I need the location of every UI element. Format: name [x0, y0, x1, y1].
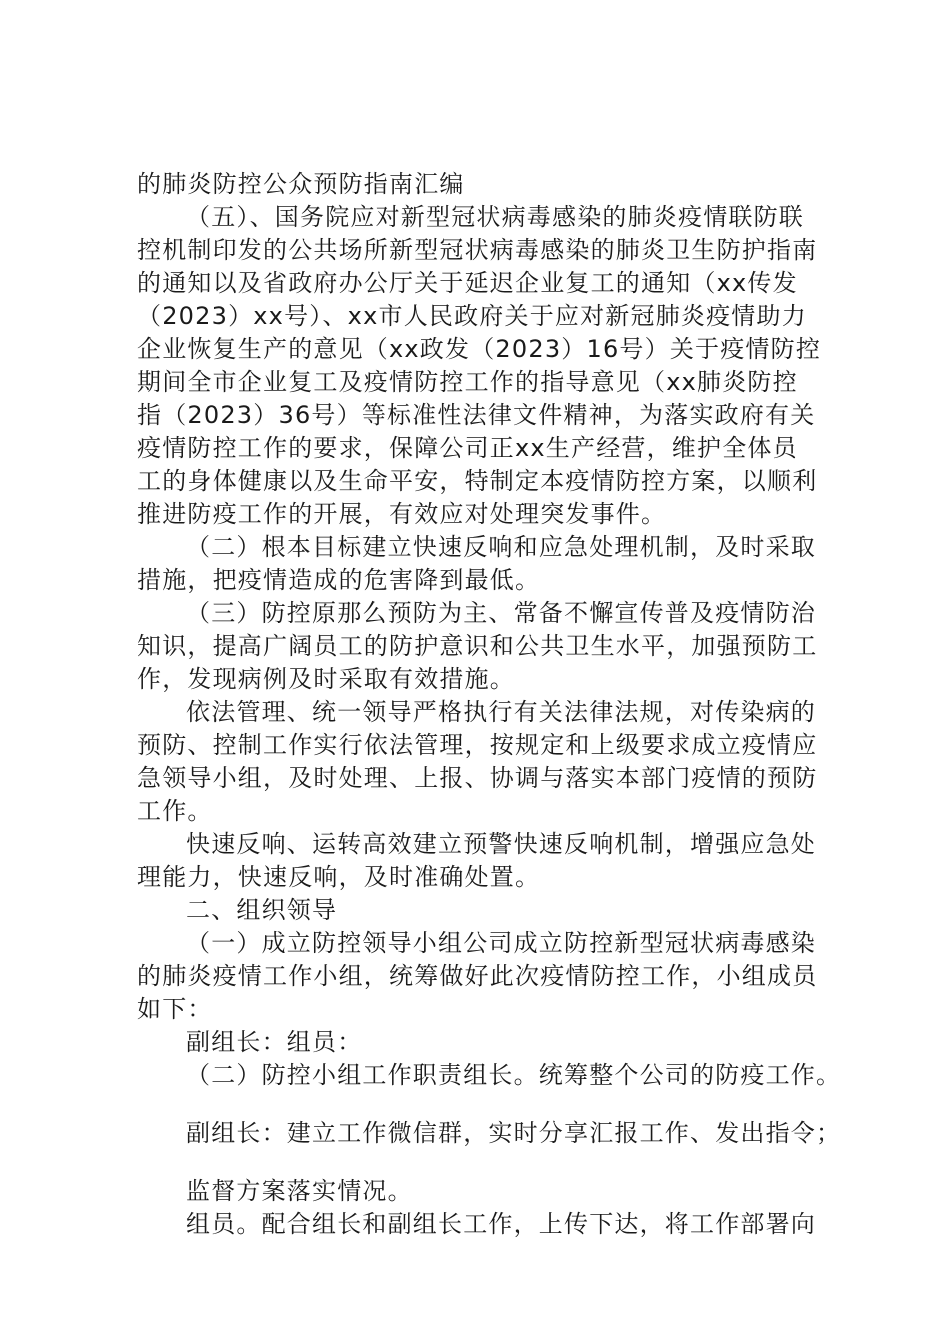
paragraph-start: 快速反响、运转高效建立预警快速反响机制，增强应急处	[186, 830, 816, 858]
text-line: 企业恢复生产的意见（xx政发（2023）16号）关于疫情防控	[137, 335, 822, 363]
text-line: 的肺炎疫情工作小组，统筹做好此次疫情防控工作，小组成员	[137, 962, 818, 990]
paragraph-start: （三）防控原那么预防为主、常备不懈宣传普及疫情防治	[186, 599, 816, 627]
paragraph-start: 组员。配合组长和副组长工作，上传下达，将工作部署向	[186, 1210, 816, 1238]
text-line: 急领导小组，及时处理、上报、协调与落实本部门疫情的预防	[137, 764, 818, 792]
text-line: 推进防疫工作的开展，有效应对处理突发事件。	[137, 500, 667, 528]
text-line: 指（2023）36号）等标准性法律文件精神，为落实政府有关	[137, 401, 816, 429]
paragraph-start: （五）、国务院应对新型冠状病毒感染的肺炎疫情联防联	[186, 203, 804, 231]
text-line: 控机制印发的公共场所新型冠状病毒感染的肺炎卫生防护指南	[137, 236, 818, 264]
paragraph-start: 依法管理、统一领导严格执行有关法律法规，对传染病的	[186, 698, 816, 726]
paragraph-start: 监督方案落实情况。	[186, 1177, 413, 1205]
text-line: （2023）xx号）、xx市人民政府关于应对新冠肺炎疫情助力	[137, 302, 807, 330]
text-line: 作，发现病例及时采取有效措施。	[137, 665, 515, 693]
text-line: 工作。	[137, 797, 213, 825]
paragraph-start: 副组长：建立工作微信群，实时分享汇报工作、发出指令；	[186, 1119, 842, 1147]
text-line: 预防、控制工作实行依法管理，按规定和上级要求成立疫情应	[137, 731, 818, 759]
paragraph-start: 副组长：组员：	[186, 1028, 363, 1056]
text-line: 措施，把疫情造成的危害降到最低。	[137, 566, 541, 594]
text-line: 理能力，快速反响，及时准确处置。	[137, 863, 541, 891]
text-line: 知识，提高广阔员工的防护意识和公共卫生水平，加强预防工	[137, 632, 818, 660]
paragraph-start: （二）防控小组工作职责组长。统筹整个公司的防疫工作。	[186, 1061, 842, 1089]
text-line: 如下：	[137, 995, 213, 1023]
section-heading: 二、组织领导	[186, 896, 338, 924]
text-line: 的通知以及省政府办公厅关于延迟企业复工的通知（xx传发	[137, 269, 798, 297]
paragraph-start: （二）根本目标建立快速反响和应急处理机制，及时采取	[186, 533, 816, 561]
text-line: 疫情防控工作的要求，保障公司正xx生产经营，维护全体员	[137, 434, 798, 462]
text-line: 工的身体健康以及生命平安，特制定本疫情防控方案，以顺利	[137, 467, 818, 495]
paragraph-start: （一）成立防控领导小组公司成立防控新型冠状病毒感染	[186, 929, 816, 957]
text-line: 的肺炎防控公众预防指南汇编	[137, 170, 465, 198]
text-line: 期间全市企业复工及疫情防控工作的指导意见（xx肺炎防控	[137, 368, 798, 396]
